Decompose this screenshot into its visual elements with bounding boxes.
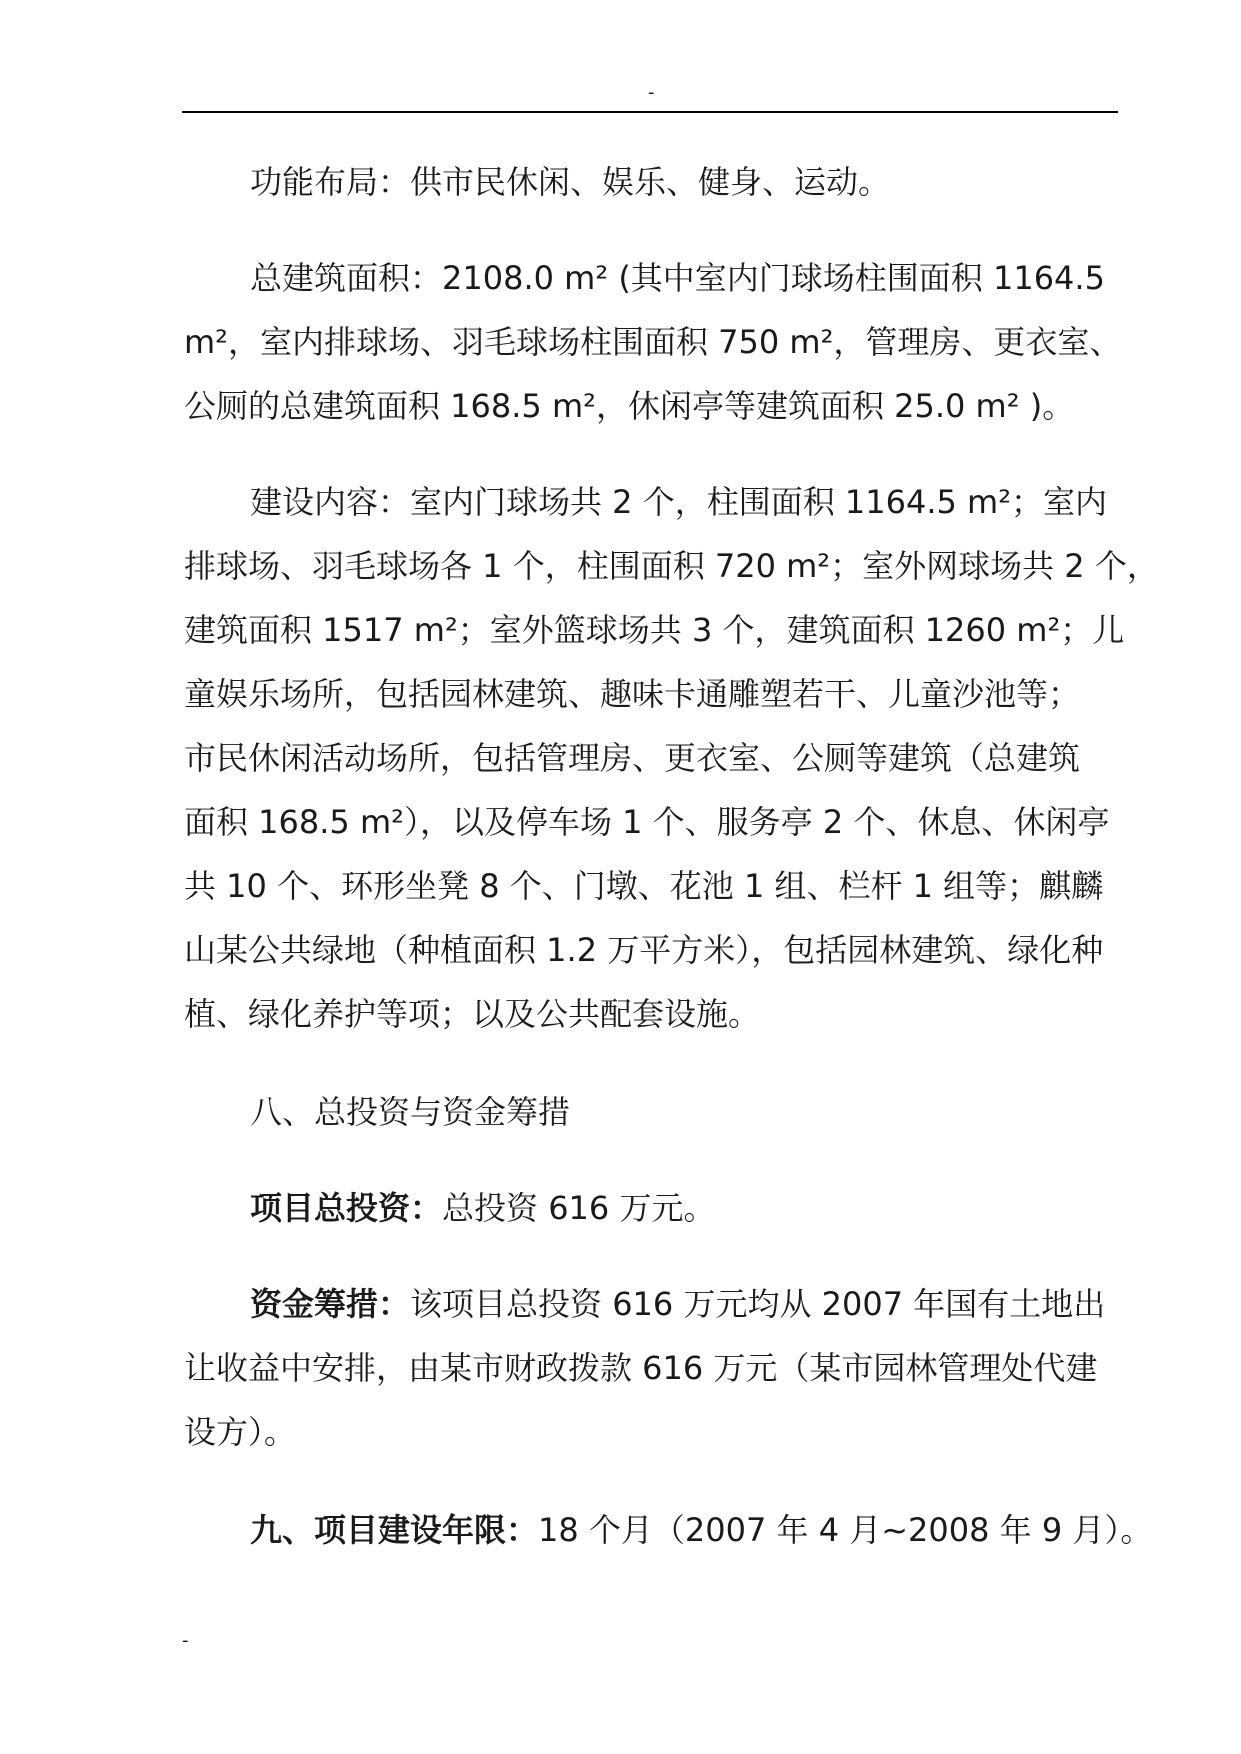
paragraph-gap (184, 1464, 1116, 1498)
text-line (184, 1272, 1116, 1336)
text-line (184, 1498, 1153, 1562)
paragraph-gap (184, 438, 1116, 470)
section-heading-text: 八、总投资与资金筹措 (250, 1093, 571, 1131)
text-line: 设方）。 (184, 1413, 297, 1451)
document-body (184, 150, 1159, 1562)
text-line: 共 10 个、环形坐凳 8 个、门墩、花池 1 组、栏杆 1 组等；麒麟 (184, 867, 1104, 905)
section-heading-investment (184, 1080, 1116, 1144)
paragraph-total-investment (184, 1176, 1116, 1240)
text-line: 让收益中安排，由某市财政拨款 616 万元（某市园林管理处代建 (184, 1349, 1098, 1387)
paragraph-gap (184, 1240, 1116, 1272)
text-line: 面积 168.5 m²），以及停车场 1 个、服务亭 2 个、休息、休闲亭 (184, 803, 1110, 841)
paragraph-gap (184, 1046, 1116, 1080)
text-line: 童娱乐场所，包括园林建筑、趣味卡通雕塑若干、儿童沙池等； (184, 675, 1081, 713)
page-header-mark: - (648, 82, 655, 103)
construction-period-text: 18 个月（2007 年 4 月~2008 年 9 月）。 (538, 1511, 1153, 1549)
text-line (184, 1176, 1116, 1240)
text-line: 总建筑面积：2108.0 m² (其中室内门球场柱围面积 1164.5 (250, 259, 1105, 297)
text-line: 山某公共绿地（种植面积 1.2 万平方米），包括园林建筑、绿化种 (184, 931, 1104, 969)
text-line: 公厕的总建筑面积 168.5 m²，休闲亭等建筑面积 25.0 m² )。 (184, 387, 1075, 425)
text-line: 建筑面积 1517 m²；室外篮球场共 3 个，建筑面积 1260 m²；儿 (184, 611, 1125, 649)
header-divider (182, 111, 1118, 113)
fund-raising-label: 资金筹措： (250, 1285, 411, 1323)
paragraph-total-building-area (184, 246, 1122, 438)
text-line: 市民休闲活动场所，包括管理房、更衣室、公厕等建筑（总建筑 (184, 739, 1081, 777)
paragraph-gap (184, 1144, 1116, 1176)
total-investment-text: 总投资 616 万元。 (442, 1189, 716, 1227)
total-investment-label: 项目总投资： (250, 1189, 443, 1227)
text-line: 功能布局：供市民休闲、娱乐、健身、运动。 (250, 163, 891, 201)
text-line: 建设内容：室内门球场共 2 个，柱围面积 1164.5 m²；室内 (250, 483, 1108, 521)
paragraph-function-layout (184, 150, 1116, 214)
paragraph-construction-period (184, 1498, 1153, 1562)
paragraph-fund-raising (184, 1272, 1116, 1464)
text-line: 排球场、羽毛球场各 1 个，柱围面积 720 m²；室外网球场共 2 个， (184, 547, 1159, 585)
page-footer-mark: - (182, 1630, 189, 1651)
text-line: m²，室内排球场、羽毛球场柱围面积 750 m²，管理房、更衣室、 (184, 323, 1122, 361)
paragraph-gap (184, 214, 1116, 246)
text-line: 植、绿化养护等项；以及公共配套设施。 (184, 995, 761, 1033)
fund-raising-text: 该项目总投资 616 万元均从 2007 年国有土地出 (410, 1285, 1106, 1323)
paragraph-construction-content (184, 470, 1159, 1046)
construction-period-label: 九、项目建设年限： (250, 1511, 539, 1549)
